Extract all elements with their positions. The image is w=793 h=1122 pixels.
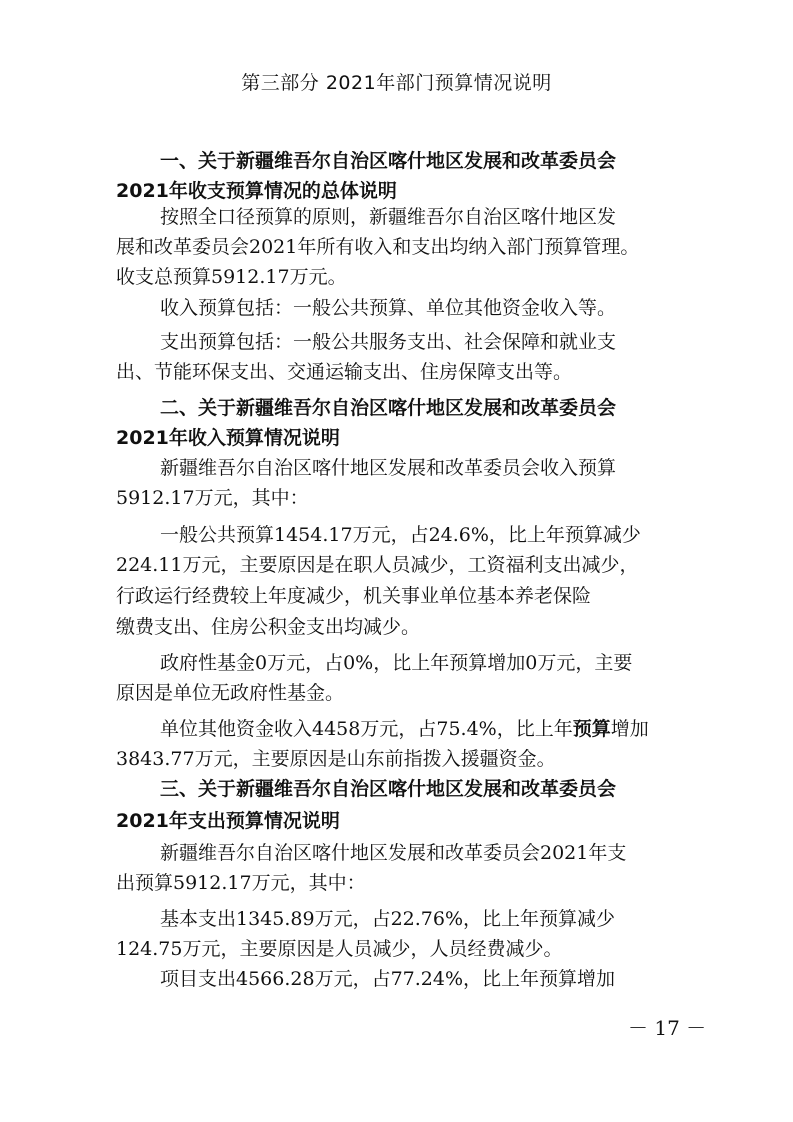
paragraph-text: 支出预算包括：一般公共服务支出、社会保障和就业支 — [160, 331, 617, 353]
paragraph-text: 3843.77万元，主要原因是山东前指拨入援疆资金。 — [116, 748, 556, 770]
paragraph-text: 按照全口径预算的原则，新疆维吾尔自治区喀什地区发 — [160, 206, 617, 228]
paragraph-text: 政府性基金0万元，占0%，比上年预算增加0万元，主要 — [160, 652, 633, 674]
page-number: － 17 － — [628, 1016, 707, 1040]
paragraph-text — [160, 714, 740, 744]
paragraph-text: 新疆维吾尔自治区喀什地区发展和改革委员会收入预算 — [160, 457, 617, 479]
paragraph-text: 一般公共预算1454.17万元，占24.6%，比上年预算减少 — [160, 524, 641, 546]
paragraph-text: 展和改革委员会2021年所有收入和支出均纳入部门预算管理。 — [116, 236, 640, 258]
section2-heading: 二、关于新疆维吾尔自治区喀什地区发展和改革委员会 — [160, 397, 617, 419]
paragraph-text: 收支总预算5912.17万元。 — [116, 266, 347, 288]
bold-word: 预算 — [572, 718, 611, 740]
paragraph-text: 基本支出1345.89万元，占22.76%，比上年预算减少 — [160, 908, 616, 930]
section3-heading: 三、关于新疆维吾尔自治区喀什地区发展和改革委员会 — [160, 778, 617, 800]
paragraph-text: 新疆维吾尔自治区喀什地区发展和改革委员会2021年支 — [160, 842, 627, 864]
paragraph-text: 124.75万元，主要原因是人员减少，人员经费减少。 — [116, 938, 563, 960]
paragraph-text: 项目支出4566.28万元，占77.24%，比上年预算增加 — [160, 968, 616, 990]
paragraph-text: 出预算5912.17万元，其中： — [116, 872, 366, 894]
section3-heading-cont: 2021年支出预算情况说明 — [116, 810, 340, 832]
section1-heading: 一、关于新疆维吾尔自治区喀什地区发展和改革委员会 — [160, 150, 617, 172]
paragraph-text: 5912.17万元，其中： — [116, 487, 309, 509]
paragraph-text: 缴费支出、住房公积金支出均减少。 — [116, 616, 421, 638]
paragraph-segment: 单位其他资金收入4458万元，占75.4%，比上年 — [160, 718, 573, 740]
page-title: 第三部分 2021年部门预算情况说明 — [241, 72, 552, 94]
section1-heading-cont: 2021年收支预算情况的总体说明 — [116, 180, 397, 202]
paragraph-text: 收入预算包括：一般公共预算、单位其他资金收入等。 — [160, 297, 617, 319]
paragraph-text: 224.11万元，主要原因是在职人员减少，工资福利支出减少， — [116, 554, 639, 576]
section2-heading-cont: 2021年收入预算情况说明 — [116, 427, 340, 449]
paragraph-text: 出、节能环保支出、交通运输支出、住房保障支出等。 — [116, 361, 573, 383]
paragraph-text: 原因是单位无政府性基金。 — [116, 682, 345, 704]
paragraph-segment: 增加 — [610, 718, 649, 740]
paragraph-text: 行政运行经费较上年度减少，机关事业单位基本养老保险 — [116, 585, 592, 607]
